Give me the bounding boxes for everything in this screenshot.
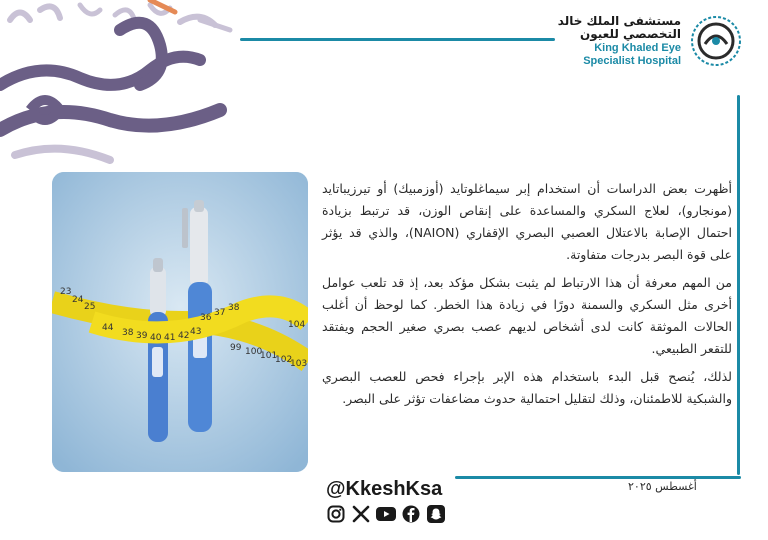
publish-date: أغسطس ٢٠٢٥ [628, 480, 697, 493]
logo-name-ar-line1: مستشفى الملك خالد [557, 13, 681, 28]
tape-number: 38 [122, 328, 134, 338]
instagram-icon[interactable] [326, 504, 346, 524]
social-icons-row [326, 504, 446, 524]
article-paragraph: من المهم معرفة أن هذا الارتباط لم يثبت بشكل مؤكد بعد، إذ قد تلعب عوامل أخرى مثل السكري والسمنة دورًا في زيادة هذا الخطر. كما لوحظ أن أغلب الحالات الموثقة كانت لدى أشخاص لديهم عصب بصري صغير الحجم ويفتقد للتقعر الطبيعي. [322, 275, 732, 356]
tape-number: 24 [72, 295, 84, 305]
tape-number: 40 [150, 333, 162, 343]
tape-number: 39 [136, 331, 148, 341]
bottom-frame-line [455, 476, 741, 479]
insulin-pen-left [148, 258, 168, 442]
tape-number: 44 [102, 323, 114, 333]
x-icon[interactable] [351, 504, 371, 524]
article-paragraph: لذلك، يُنصح قبل البدء باستخدام هذه الإبر بإجراء فحص للعصب البصري والشبكية للاطمئنان، وذلك لتقليل احتمالية حدوث مضاعفات تؤثر على البصر. [322, 369, 732, 406]
facebook-icon[interactable] [401, 504, 421, 524]
tape-number: 104 [288, 320, 306, 330]
insulin-pens-photo [52, 172, 308, 472]
snapchat-icon[interactable] [426, 504, 446, 524]
tape-number: 42 [178, 331, 190, 341]
tape-number: 38 [228, 303, 240, 313]
tape-number: 99 [230, 343, 242, 353]
social-handle[interactable]: @KkeshKsa [326, 478, 443, 500]
logo-name-ar-line2: التخصصي للعيون [580, 27, 681, 42]
tape-number: 43 [190, 327, 202, 337]
tape-number: 23 [60, 287, 72, 297]
right-frame-line [737, 95, 740, 475]
decorative-calligraphy-watermark [0, 0, 250, 170]
tape-number: 37 [214, 308, 226, 318]
khaled-eye-hospital-emblem-icon [689, 14, 743, 68]
article-paragraph: أظهرت بعض الدراسات أن استخدام إبر سيماغلوتايد (أوزمبيك) أو تيرزيباتايد (مونجارو)، لعلاج السكري والمساعدة على إنقاص الوزن، قد ترتبط بزيادة احتمال الإصابة بالاعتلال العصبي البصري الإقفاري (NAION)، والذي قد يؤثر على قوة البصر بدرجات متفاوتة. [322, 181, 732, 262]
logo-name-en-line1: King Khaled Eye [594, 42, 681, 55]
logo-text-block [558, 15, 681, 68]
article-body [322, 178, 732, 416]
top-divider-line [240, 38, 555, 41]
logo-name-en-line2: Specialist Hospital [583, 54, 681, 67]
tape-number: 41 [164, 333, 176, 343]
hospital-logo [558, 14, 743, 68]
tape-number: 25 [84, 302, 96, 312]
tape-number: 36 [200, 313, 212, 323]
tape-number: 100 [245, 347, 263, 357]
tape-number: 101 [260, 351, 278, 361]
youtube-icon[interactable] [376, 504, 396, 524]
tape-number: 102 [275, 355, 293, 365]
tape-number: 103 [290, 359, 308, 369]
